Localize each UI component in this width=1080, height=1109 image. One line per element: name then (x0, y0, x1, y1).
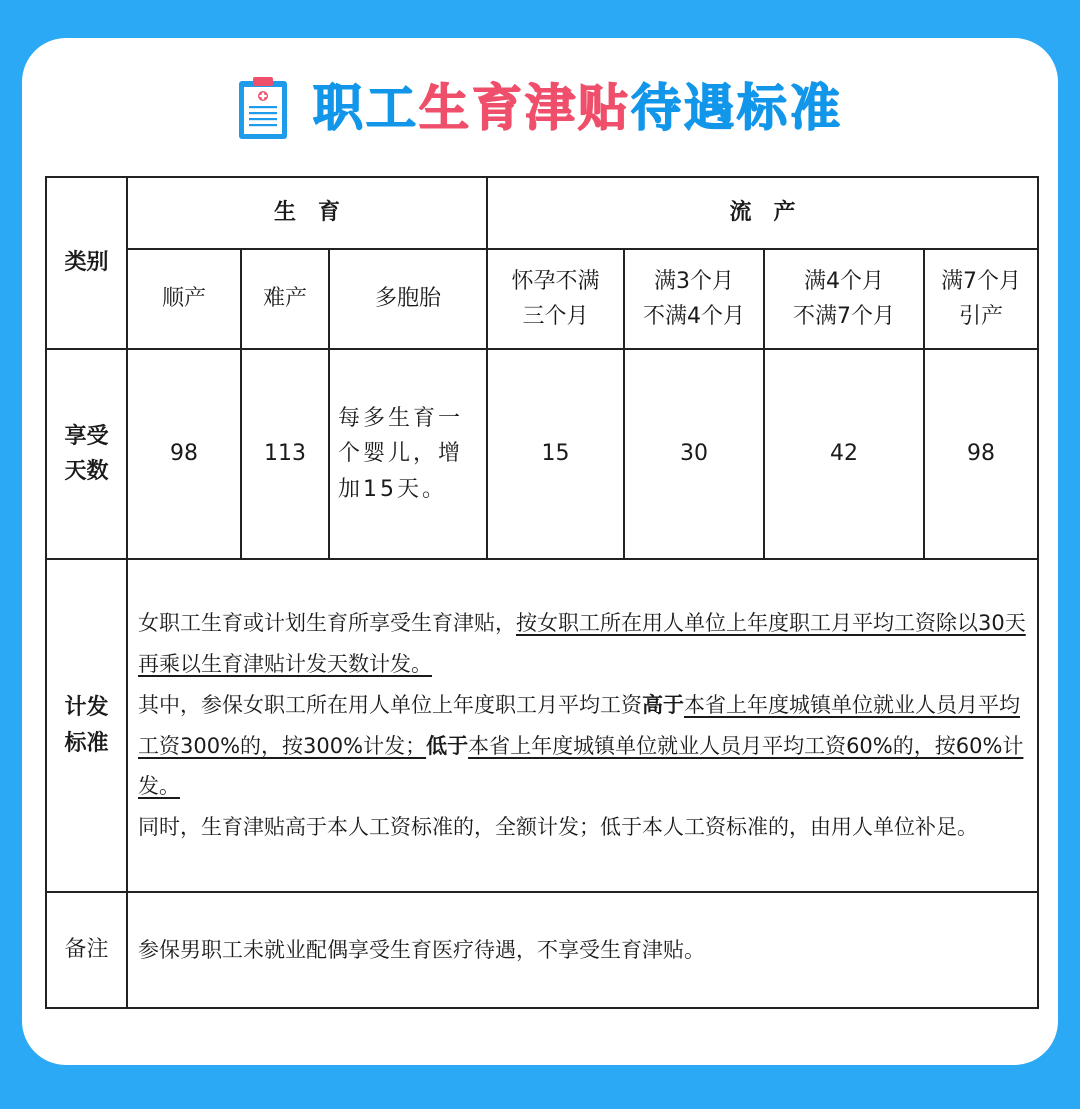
title-part-2: 生育津贴 (419, 79, 631, 137)
subheader-duobaotai: 多胞胎 (329, 249, 487, 349)
subheader-line: 满7个月 (941, 268, 1021, 294)
page-title (313, 79, 843, 137)
standard-row-label (46, 559, 127, 892)
days-row-label (46, 349, 127, 559)
remark-text-cell: 参保男职工未就业配偶享受生育医疗待遇，不享受生育津贴。 (127, 892, 1038, 1008)
standard-text-cell (127, 559, 1038, 892)
subheader-line: 满4个月 (804, 268, 884, 294)
remark-row-label: 备注 (46, 892, 127, 1008)
standard-label-line: 标准 (64, 730, 109, 756)
standard-paragraph-2 (138, 685, 1027, 808)
subheader-under-3-months (487, 249, 624, 349)
standard-paragraph-1 (138, 603, 1027, 685)
page-header (22, 38, 1058, 178)
days-7-months-induced: 98 (924, 349, 1038, 559)
subheader-3-to-4-months (624, 249, 764, 349)
subheader-line: 怀孕不满 (511, 268, 600, 294)
subheader-line: 不满4个月 (643, 304, 745, 329)
standard-paragraph-3: 同时，生育津贴高于本人工资标准的，全额计发；低于本人工资标准的，由用人单位补足。 (138, 815, 978, 840)
days-nanchan: 113 (241, 349, 329, 559)
days-4-to-7-months: 42 (764, 349, 924, 559)
group-birth-header: 生 育 (127, 177, 487, 249)
standard-text: 其中，参保女职工所在用人单位上年度职工月平均工资 (138, 692, 642, 717)
days-3-to-4-months: 30 (624, 349, 764, 559)
standard-text: 女职工生育或计划生育所享受生育津贴， (138, 610, 516, 635)
days-shunchan: 98 (127, 349, 241, 559)
subheader-line: 三个月 (522, 304, 589, 329)
subheader-7-months-induced (924, 249, 1038, 349)
subheader-shunchan: 顺产 (127, 249, 241, 349)
title-part-3: 待遇标准 (631, 79, 843, 137)
group-miscarriage-header: 流 产 (487, 177, 1038, 249)
subheader-line: 不满7个月 (793, 304, 895, 329)
subheader-line: 引产 (959, 304, 1004, 329)
standard-bold-text: 高于 (642, 692, 684, 717)
standard-underlined-text: 按女职工所在用人单位上年度职工月平均工资除以30天再乘以生育津贴计发天数计发。 (138, 610, 1026, 676)
subheader-nanchan: 难产 (241, 249, 329, 349)
days-under-3-months: 15 (487, 349, 624, 559)
standard-underlined-text: 本省上年度城镇单位就业人员月平均工资300%的，按300%计发； (138, 692, 1020, 758)
standard-label-line: 计发 (64, 695, 109, 721)
days-label-line: 享受 (64, 423, 109, 449)
subheader-4-to-7-months (764, 249, 924, 349)
standard-underlined-text: 本省上年度城镇单位就业人员月平均工资60%的，按60%计发。 (138, 733, 1024, 799)
title-part-1: 职工 (313, 79, 419, 137)
subheader-line: 满3个月 (654, 268, 734, 294)
days-duobaotai: 每多生育一个婴儿，增加15天。 (329, 349, 487, 559)
allowance-standard-table (45, 176, 1039, 1009)
clipboard-icon (237, 75, 289, 141)
days-label-line: 天数 (64, 459, 109, 484)
category-header: 类别 (46, 177, 127, 349)
standard-bold-text: 低于 (426, 733, 469, 758)
